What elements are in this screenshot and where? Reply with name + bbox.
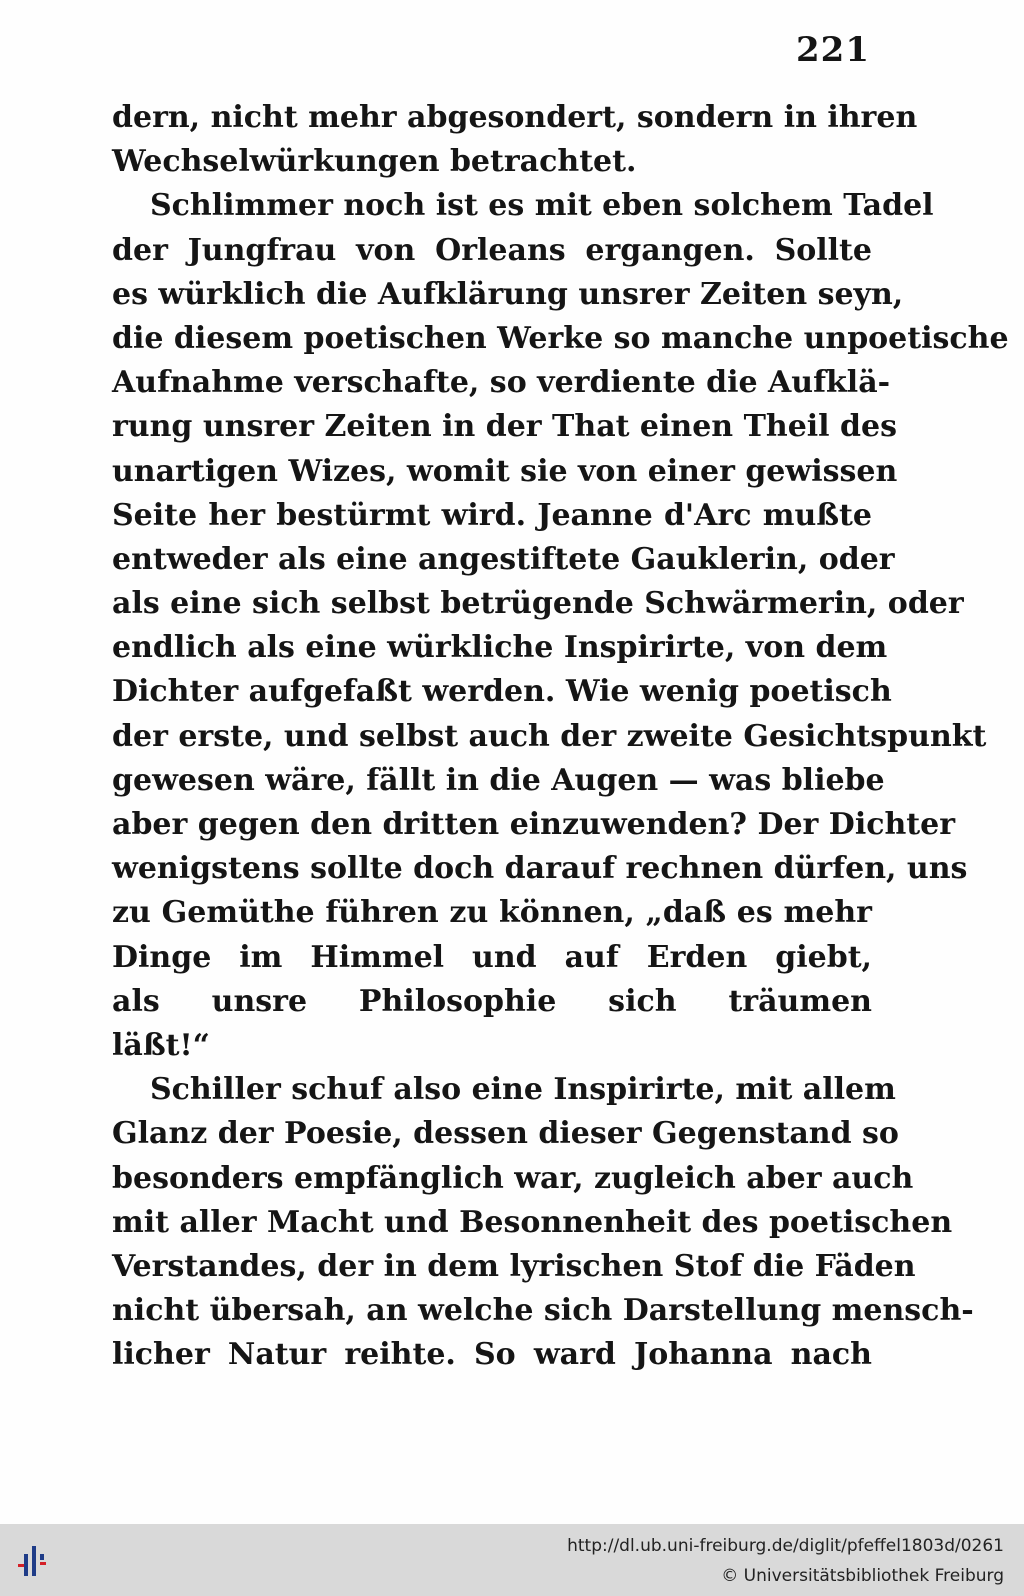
text-line: Dichter aufgefaßt werden. Wie wenig poetisch (112, 674, 892, 710)
text-line: der erste, und selbst auch der zweite Gesichtspunkt (112, 718, 987, 754)
text-line: Seite her bestürmt wird. Jeanne d'Arc mußte (112, 497, 872, 533)
text-line: als unsre Philosophie sich träumen (112, 983, 872, 1019)
footer-bar (0, 1524, 1024, 1596)
text-line: Schlimmer noch ist es mit eben solchem Tadel (150, 188, 934, 224)
text-line: entweder als eine angestiftete Gauklerin, oder (112, 541, 895, 577)
text-line: rung unsrer Zeiten in der That einen Theil des (112, 409, 897, 445)
text-line: zu Gemüthe führen zu können, „daß es mehr (112, 895, 872, 931)
text-line: läßt!“ (112, 1027, 210, 1063)
text-line: unartigen Wizes, womit sie von einer gewissen (112, 453, 898, 489)
text-line: mit aller Macht und Besonnenheit des poetischen (112, 1204, 953, 1240)
ub-freiburg-logo-icon[interactable] (16, 1536, 64, 1584)
page-text (112, 96, 1009, 1377)
text-line: Schiller schuf also eine Inspirirte, mit allem (150, 1072, 896, 1108)
text-line: es würklich die Aufklärung unsrer Zeiten seyn, (112, 276, 904, 312)
text-line: Aufnahme verschafte, so verdiente die Aufklä- (112, 365, 891, 401)
text-line: gewesen wäre, fällt in die Augen — was bliebe (112, 762, 885, 798)
text-line: der Jungfrau von Orleans ergangen. Sollte (112, 232, 872, 268)
page-number: 221 (796, 30, 870, 70)
text-line: Wechselwürkungen betrachtet. (112, 144, 637, 180)
text-line: aber gegen den dritten einzuwenden? Der Dichter (112, 807, 956, 842)
text-line: Verstandes, der in dem lyrischen Stof die Fäden (112, 1248, 916, 1284)
text-line: licher Natur reihte. So ward Johanna nach (112, 1337, 872, 1373)
text-line: als eine sich selbst betrügende Schwärmerin, oder (112, 586, 964, 622)
text-line: Dinge im Himmel und auf Erden giebt, (112, 939, 872, 975)
footer-copyright: © Universitätsbibliothek Freiburg (721, 1566, 1004, 1586)
text-line: dern, nicht mehr abgesondert, sondern in ihren (112, 100, 918, 135)
text-line: die diesem poetischen Werke so manche unpoetische (112, 320, 1009, 356)
footer-url-link[interactable]: http://dl.ub.uni-freiburg.de/diglit/pfeffel1803d/0261 (567, 1536, 1004, 1556)
text-line: besonders empfänglich war, zugleich aber auch (112, 1160, 914, 1196)
text-line: endlich als eine würkliche Inspirirte, von dem (112, 630, 888, 666)
text-line: nicht übersah, an welche sich Darstellung mensch- (112, 1293, 974, 1329)
text-line: wenigstens sollte doch darauf rechnen dürfen, uns (112, 851, 968, 887)
text-line: Glanz der Poesie, dessen dieser Gegenstand so (112, 1116, 899, 1152)
